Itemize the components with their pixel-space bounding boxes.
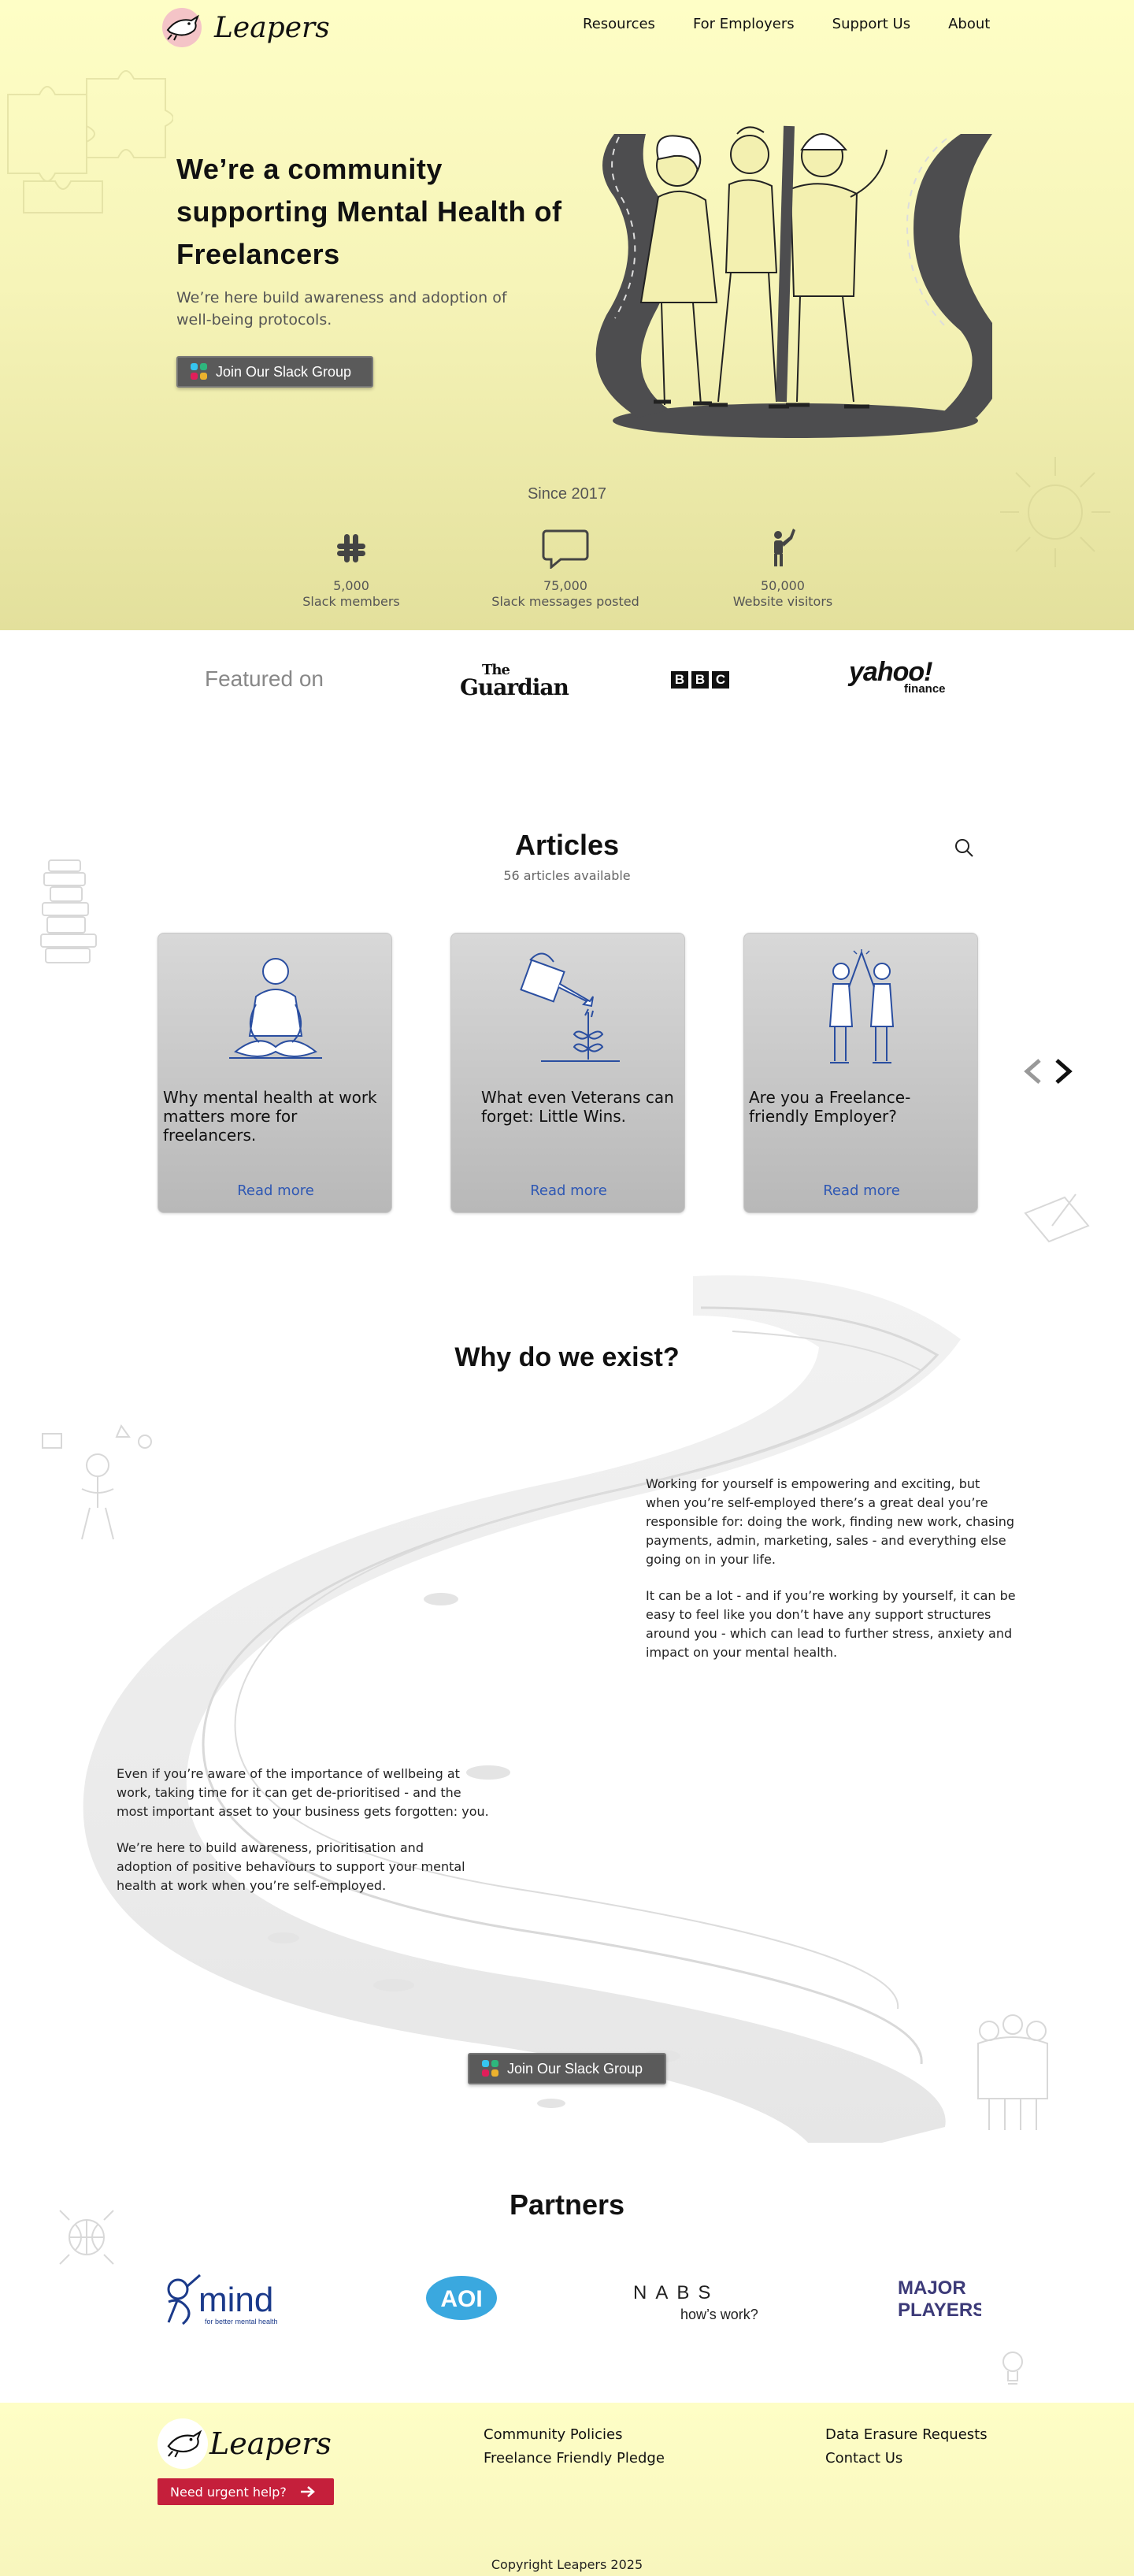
person-waving-icon [680,526,885,570]
juggling-person-doodle-icon [35,1418,153,1544]
article-title: Are you a Freelance-friendly Employer? [749,1088,911,1126]
footer-link-freelance-pledge[interactable]: Freelance Friendly Pledge [484,2450,665,2467]
article-title: What even Veterans can forget: Little Wins. [481,1088,674,1126]
stat-label: Website visitors [732,594,833,609]
nav-resources[interactable]: Resources [583,16,655,32]
why-paragraph: Working for yourself is empowering and exciting, but when you’re self-employed there’s a great deal you’re responsible for: doing the work, finding new work, chasing payments, admin, marketing, sales - and everything else going on in your life. [646,1476,1015,1567]
urgent-help-label: Need urgent help? [170,2484,287,2500]
join-slack-button[interactable] [468,2053,666,2084]
major-logo-line2: PLAYERS [898,2299,981,2321]
nav-support-us[interactable]: Support Us [832,16,911,32]
yahoo-finance-logo[interactable] [849,657,946,696]
sun-doodle-icon [992,449,1118,575]
articles-title: Articles [514,829,620,861]
footer-brand-logo[interactable] [158,2418,332,2469]
join-slack-label: Join Our Slack Group [216,363,352,380]
copyright: Copyright Leapers 2025 [491,2557,643,2572]
search-icon[interactable] [953,837,975,859]
stat-website-visitors [680,526,885,610]
slack-icon [482,2060,499,2077]
article-title: Why mental health at work matters more for freelancers. [163,1088,377,1145]
brand-logo[interactable] [162,8,330,47]
bbc-letter: B [671,671,688,689]
urgent-help-button[interactable] [158,2478,334,2505]
brand-name: Leapers [214,11,330,44]
article-card[interactable] [743,933,978,1213]
featured-on-label: Featured on [205,666,324,691]
leaper-fish-icon [162,8,202,47]
guardian-logo[interactable] [460,662,569,700]
stat-value: 5,000 [333,578,369,593]
join-slack-label: Join Our Slack Group [507,2060,643,2077]
high-five-icon [744,949,979,1067]
stat-slack-members [249,526,454,610]
major-players-logo[interactable] [895,2275,981,2325]
arrow-right-icon [299,2485,317,2498]
carousel-prev-icon[interactable] [1021,1057,1044,1086]
bbc-letter: C [712,671,729,689]
bbc-letter: B [691,671,709,689]
articles-count: 56 articles available [503,868,631,883]
nabs-logo-tagline: how’s work? [680,2307,758,2322]
footer-link-data-erasure[interactable]: Data Erasure Requests [825,2426,988,2443]
mind-logo-name: mind [198,2281,274,2319]
aoi-logo-name: AOI [440,2286,483,2312]
slack-icon [249,526,454,570]
footer-brand-name: Leapers [209,2426,332,2461]
yahoo-logo-finance: finance [904,682,946,696]
mind-logo-tagline: for better mental health [205,2318,278,2325]
nabs-logo-name: NABS [633,2282,720,2303]
stat-label: Slack messages posted [491,594,639,609]
footer-link-contact-us[interactable]: Contact Us [825,2450,903,2467]
hero-title: We’re a community supporting Mental Health of Freelancers [176,153,562,270]
guardian-logo-name: Guardian [460,674,569,700]
leaper-fish-icon [158,2418,208,2469]
nav-for-employers[interactable]: For Employers [692,16,795,32]
paper-pencil-doodle-icon [1021,1190,1091,1245]
watering-can-icon [451,949,686,1067]
yahoo-logo-name: yahoo! [849,657,932,687]
nabs-logo[interactable] [630,2278,767,2325]
puzzle-doodle-icon [0,63,173,236]
carousel-next-icon[interactable] [1052,1057,1076,1086]
group-hug-doodle-icon [965,2007,1060,2133]
slack-icon [191,363,208,380]
why-paragraph: Even if you’re aware of the importance of wellbeing at work, taking time for it can get de-prioritised - and the most important asset to your business gets forgotten: you. [117,1766,489,1819]
lightbulb-doodle-icon [997,2348,1028,2392]
aoi-logo[interactable] [425,2275,498,2324]
winding-road-illustration [47,1260,1071,2143]
major-logo-line1: MAJOR [898,2277,966,2299]
nav-about[interactable]: About [948,16,991,32]
stat-label: Slack members [302,594,400,609]
speech-bubble-icon [463,526,668,570]
why-title: Why do we exist? [454,1342,680,1372]
stat-value: 50,000 [761,578,805,593]
stat-value: 75,000 [543,578,587,593]
hero-section [0,0,1134,630]
read-more-link[interactable]: Read more [823,1182,900,1199]
why-paragraph: It can be a lot - and if you’re working by yourself, it can be easy to feel like you don’t have any support structures around you - which can lead to further stress, anxiety and impact on your mental health. [646,1588,1016,1660]
friends-on-road-illustration [583,118,992,441]
since-label: Since 2017 [527,485,607,503]
bbc-logo[interactable] [671,671,729,689]
stat-slack-messages [463,526,668,610]
join-slack-button[interactable] [176,356,373,388]
footer-link-community-policies[interactable]: Community Policies [484,2426,623,2443]
why-paragraph: We’re here to build awareness, prioritisation and adoption of positive behaviours to support your mental health at work when you’re self-employed. [117,1840,465,1893]
mind-logo[interactable] [161,2270,295,2332]
guardian-logo-the: The [482,662,510,678]
read-more-link[interactable]: Read more [237,1182,314,1199]
article-card[interactable] [158,933,392,1213]
hero-subtitle: We’re here build awareness and adoption of well-being protocols. [176,289,507,328]
read-more-link[interactable]: Read more [530,1182,607,1199]
top-nav [583,16,990,32]
meditating-person-icon [158,949,393,1067]
partners-title: Partners [509,2188,625,2221]
article-card[interactable] [450,933,685,1213]
